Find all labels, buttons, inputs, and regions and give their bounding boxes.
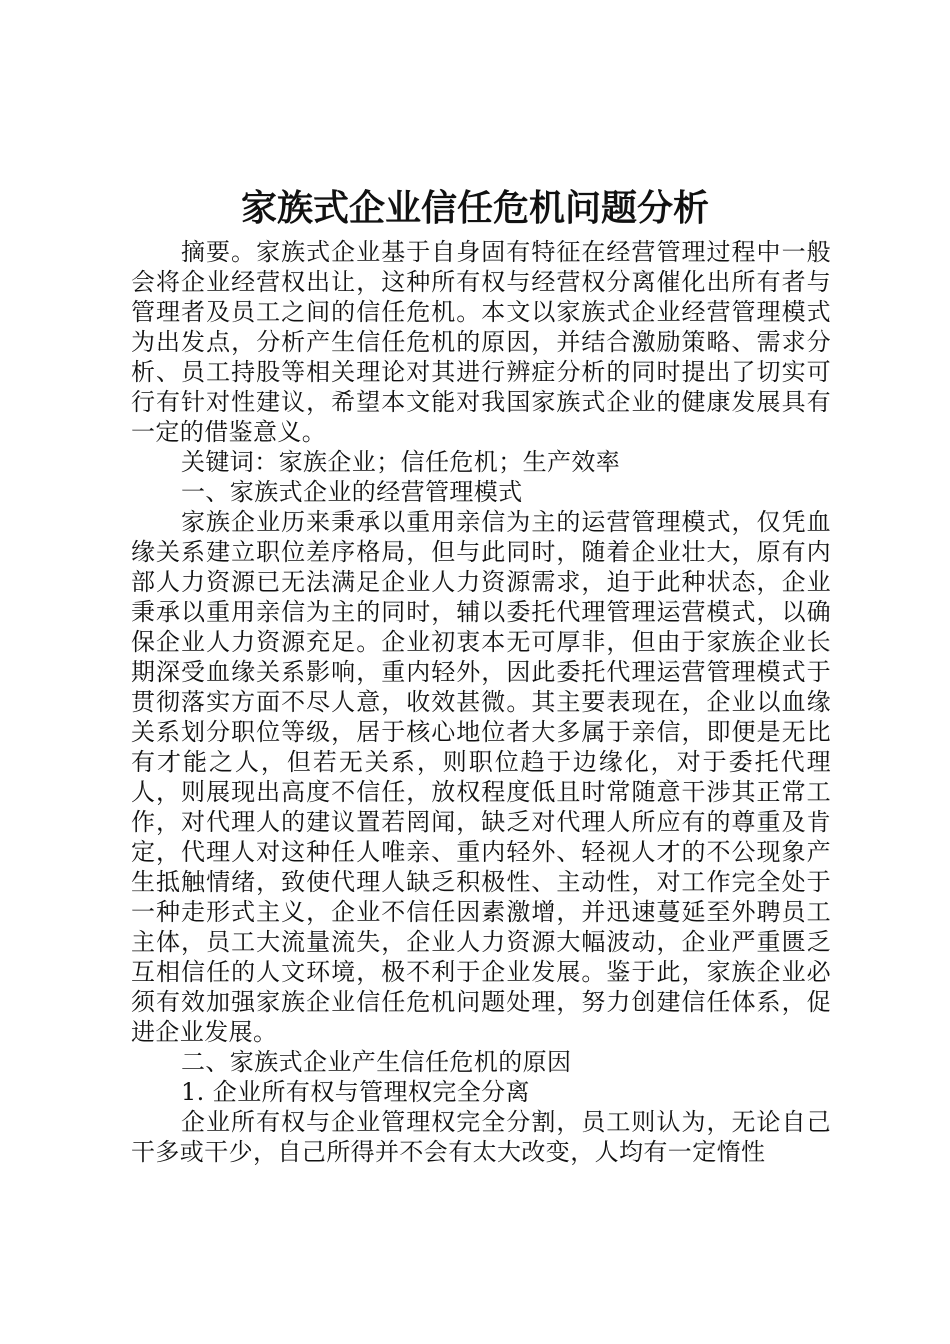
abstract-paragraph: 摘要。家族式企业基于自身固有特征在经营管理过程中一般会将企业经营权出让，这种所有权与经营权分离催化出所有者与管理者及员工之间的信任危机。本文以家族式企业经营管理模式为出发点，分析产生信任危机的原因，并结合激励策略、需求分析、员工持股等相关理论对其进行辨症分析的同时提出了切实可行有针对性建议，希望本文能对我国家族式企业的健康发展具有一定的借鉴意义。 <box>131 238 831 446</box>
subsection-1-paragraph: 企业所有权与企业管理权完全分割，员工则认为，无论自己干多或干少，自己所得并不会有太大改变，人均有一定惰性 <box>131 1108 831 1166</box>
document-title: 家族式企业信任危机问题分析 <box>240 187 709 229</box>
document-body <box>131 237 831 1167</box>
keywords-line: 关键词：家族企业；信任危机；生产效率 <box>181 448 621 476</box>
section-1-paragraph: 家族企业历来秉承以重用亲信为主的运营管理模式，仅凭血缘关系建立职位差序格局，但与此同时，随着企业壮大，原有内部人力资源已无法满足企业人力资源需求，迫于此种状态，企业秉承以重用亲信为主的同时，辅以委托代理管理运营模式，以确保企业人力资源充足。企业初衷本无可厚非，但由于家族企业长期深受血缘关系影响，重内轻外，因此委托代理运营管理模式于贯彻落实方面不尽人意，收效甚微。其主要表现在，企业以血缘关系划分职位等级，居于核心地位者大多属于亲信，即便是无比有才能之人，但若无关系，则职位趋于边缘化，对于委托代理人，则展现出高度不信任，放权程度低且时常随意干涉其正常工作，对代理人的建议置若罔闻，缺乏对代理人所应有的尊重及肯定，代理人对这种任人唯亲、重内轻外、轻视人才的不公现象产生抵触情绪，致使代理人缺乏积极性、主动性，对工作完全处于一种走形式主义，企业不信任因素激增，并迅速蔓延至外聘员工主体，员工大流量流失，企业人力资源大幅波动，企业严重匮乏互相信任的人文环境，极不利于企业发展。鉴于此，家族企业必须有效加强家族企业信任危机问题处理，努力创建信任体系，促进企业发展。 <box>131 508 831 1046</box>
section-heading-1: 一、家族式企业的经营管理模式 <box>181 478 523 506</box>
section-heading-2: 二、家族式企业产生信任危机的原因 <box>181 1048 572 1076</box>
subsection-heading-1: 1. 企业所有权与管理权完全分离 <box>181 1078 530 1106</box>
